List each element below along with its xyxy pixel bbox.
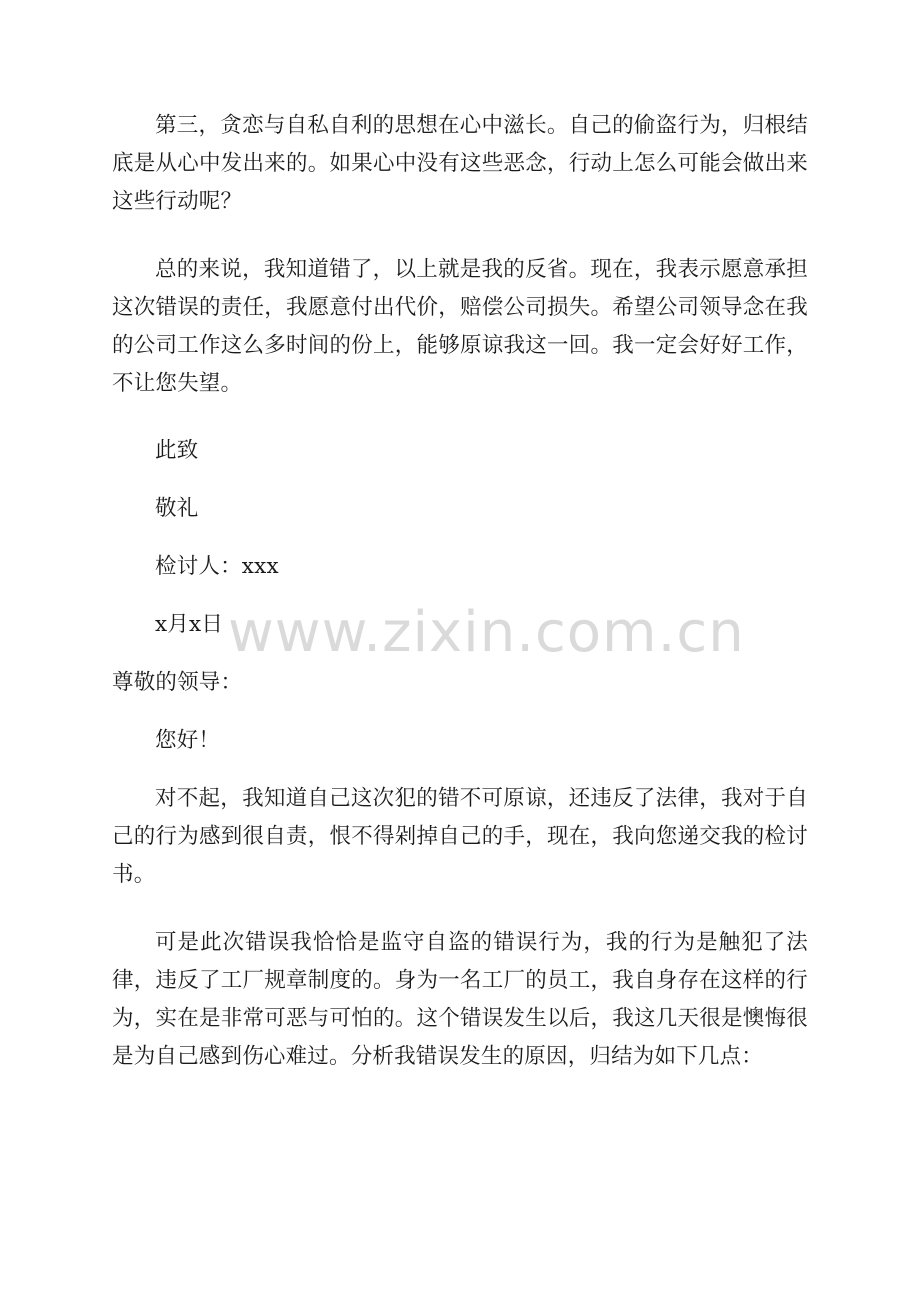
paragraph-third-point: 第三，贪恋与自私自利的思想在心中滋长。自己的偷盗行为，归根结底是从心中发出来的。如果心中没有这些恶念，行动上怎么可能会做出来这些行动呢？ (112, 113, 808, 214)
paragraph-apology: 对不起，我知道自己这次犯的错不可原谅，还违反了法律，我对于自己的行为感到很自责，恨不得剁掉自己的手，现在，我向您递交我的检讨书。 (112, 786, 808, 887)
date-line: x月x日 (155, 612, 224, 637)
signature-line: 检讨人：xxx (155, 554, 279, 579)
watermark-text: www.zixin.com.cn (228, 600, 745, 665)
paragraph-analysis: 可是此次错误我恰恰是监守自盗的错误行为，我的行为是触犯了法律，违反了工厂规章制度的。身为一名工厂的员工，我自身存在这样的行为，实在是非常可恶与可怕的。这个错误发生以后，我这几天很是懊悔很是为自己感到伤心难过。分析我错误发生的原因，归结为如下几点： (112, 930, 808, 1069)
closing-salutation: 此致 (155, 438, 199, 463)
closing-respect: 敬礼 (155, 496, 199, 521)
letter-greeting: 尊敬的领导： (112, 670, 243, 695)
paragraph-summary: 总的来说，我知道错了，以上就是我的反省。现在，我表示愿意承担这次错误的责任，我愿意付出代价，赔偿公司损失。希望公司领导念在我的公司工作这么多时间的份上，能够原谅我这一回。我一定会好好工作，不让您失望。 (112, 257, 808, 396)
letter-hello: 您好！ (155, 728, 221, 753)
